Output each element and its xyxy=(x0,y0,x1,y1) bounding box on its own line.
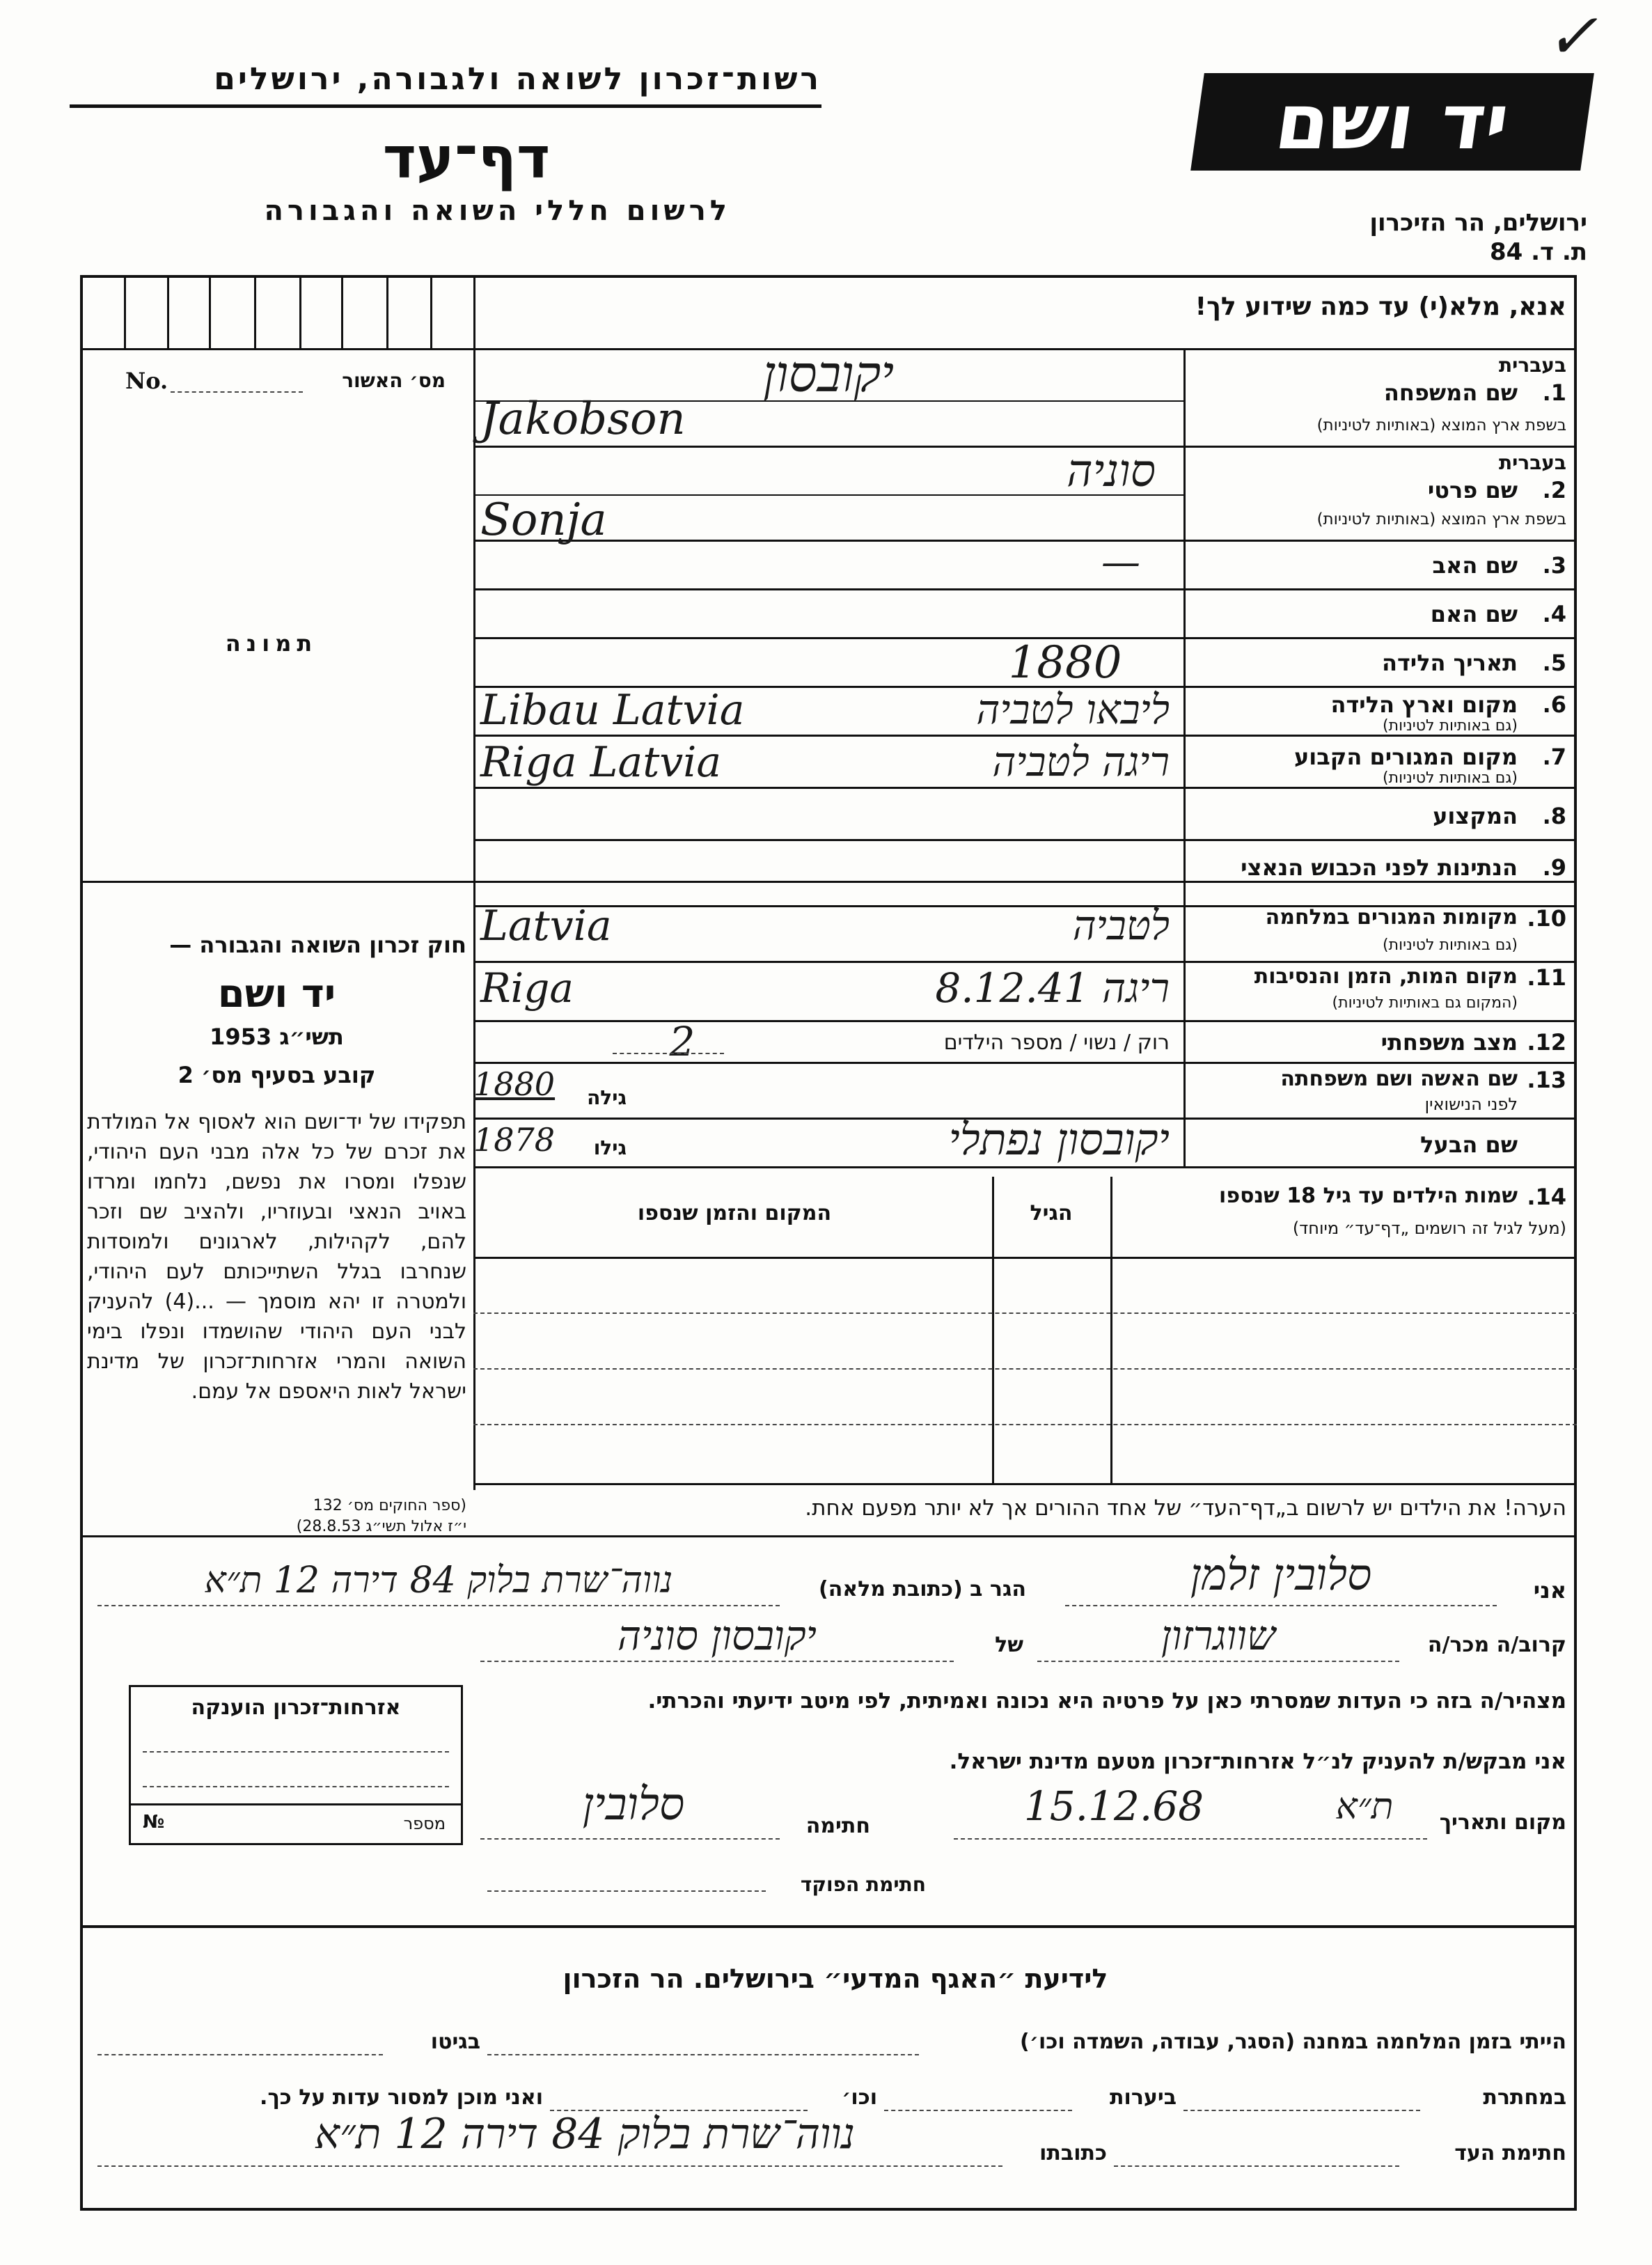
death-place-latin-value[interactable]: Riga xyxy=(480,964,574,1012)
field-6-number: 6. xyxy=(1542,691,1566,718)
field-12-label: מצב משפחתי xyxy=(1380,1029,1518,1056)
field-1-number: 1. xyxy=(1542,379,1566,406)
field-8-label: המקצוע xyxy=(1433,803,1518,829)
law-text: תפקידו של יד־ושם הוא לאסוף אל המולדת את זכרם של כל אלה מבני העם היהודי, שנפלו ומסרו את נפשם, נלחמו ומרדו באויב הנאצי ובעוזריו, ולהציב שם וזכר להם, לקהילות, לארגונים ולמוסדות שנחרבו בגלל השתייכותם לעם היהודי, ולמטרה זו יהא מוסמך — ...(4) להעניק לבני העם היהודי שהושמדו ונפלו בימי השואה והמרי אזרחות־זכרון של מדינת ישראל לאות היאספם אל עמם. xyxy=(87,1110,466,1404)
fill-instruction: אנא, מלא(י) עד כמה שידוע לך! xyxy=(1195,292,1566,321)
law-clause: קובע בסעיף מס׳ 2 xyxy=(178,1062,376,1088)
family-name-hebrew-value[interactable]: יקובסון xyxy=(762,345,895,403)
underground-label: במחתרת xyxy=(1483,2085,1566,2110)
declarant-address-value[interactable]: נווה־שרת בלוק 84 דירה 12 ת״א xyxy=(204,1560,673,1601)
field-10-label: מקומות המגורים במלחמה xyxy=(1265,905,1518,930)
ghetto-label: בגיטו xyxy=(430,2030,480,2054)
signature-label: חתימה xyxy=(805,1814,870,1838)
birth-date-value[interactable]: 1880 xyxy=(1008,637,1122,689)
declarant-label: אני xyxy=(1533,1577,1566,1604)
witness-signature-label: חתימת העד xyxy=(1454,2141,1566,2165)
scientific-dept-title: לידיעת ״האגף המדעי״ בירושלים. הר הזכרון xyxy=(563,1964,1108,1994)
declaration-text: מצהיר/ה בזה כי העדות שמסרתי כאן על פרטיה היא נכונה ואמיתית, לפי מיטב ידיעתי והכרתי. xyxy=(647,1688,1566,1714)
authority-underline xyxy=(70,104,821,108)
field-13-number: 13. xyxy=(1527,1067,1566,1093)
field-11-sub: (המקום גם באותיות לטיניות) xyxy=(1332,994,1518,1012)
field-13-label: שם האשה ושם משפחתה xyxy=(1280,1067,1518,1091)
field-11-label: מקום המות, הזמן והנסיבות xyxy=(1254,964,1518,989)
field-11-number: 11. xyxy=(1527,964,1566,991)
residence-hebrew-value[interactable]: ריגה לטביה xyxy=(992,738,1170,785)
witness-address-value[interactable]: נווה־שרת בלוק 84 דירה 12 ת״א xyxy=(314,2110,856,2158)
place-date-label: מקום ותאריך xyxy=(1439,1810,1566,1835)
husband-age-label: גילו xyxy=(593,1136,627,1159)
officer-signature-label: חתימת הפוקד xyxy=(800,1873,926,1896)
approval-no-label: No. xyxy=(125,368,168,394)
residence-latin-value[interactable]: Riga Latvia xyxy=(480,738,722,787)
testimony-willing-text: ואני מוכן למסור עדות על כך. xyxy=(260,2085,543,2110)
death-place-date-value[interactable]: ריגה 8.12.41 xyxy=(935,964,1170,1012)
field-9-number: 9. xyxy=(1542,854,1566,881)
wife-age-value[interactable]: 1880 xyxy=(473,1065,556,1103)
children-number: 14. xyxy=(1527,1184,1566,1210)
place-value[interactable]: ת״א xyxy=(1335,1786,1394,1828)
law-reference-1: (ספר החוקים מס׳ 132 xyxy=(313,1497,466,1514)
field-4-label: שם האם xyxy=(1430,601,1518,627)
field-13-sub: לפני הנישואין xyxy=(1424,1095,1518,1114)
signature-value[interactable]: סלובין xyxy=(582,1779,685,1831)
wartime-residence-latin-value[interactable]: Latvia xyxy=(480,902,612,950)
date-value[interactable]: 15.12.68 xyxy=(1023,1782,1204,1830)
children-title: שמות הילדים עד גיל 18 שנספו xyxy=(1219,1184,1518,1208)
husband-name-value[interactable]: יקובסון נפתלי xyxy=(948,1114,1170,1165)
relation-label: קרוב/ה מכר/ה xyxy=(1427,1633,1566,1657)
wife-age-label: גילה xyxy=(587,1086,627,1109)
children-subtitle: (מעל לגיל זה רושמים „דף־עד״ מיוחד) xyxy=(1292,1218,1566,1238)
law-title: חוק זכרון השואה והגבורה — xyxy=(169,932,466,958)
field-2-hebrew-tag: בעברית xyxy=(1498,451,1566,474)
law-reference-2: י״ז אלול תשי״ג 28.8.53) xyxy=(296,1518,466,1535)
children-place-header: המקום והזמן שנספו xyxy=(637,1201,832,1225)
citizenship-box-title: אזרחות־זכרון הוענקה xyxy=(191,1695,401,1720)
citizenship-number-symbol: № xyxy=(143,1812,165,1833)
field-3-number: 3. xyxy=(1542,552,1566,579)
etc-label: וכו׳ xyxy=(842,2085,877,2110)
field-6-sub: (גם באותיות לטיניות) xyxy=(1383,717,1518,735)
birth-place-hebrew-value[interactable]: ליבאו לטביה xyxy=(976,686,1170,733)
field-5-number: 5. xyxy=(1542,650,1566,676)
father-name-value[interactable]: — xyxy=(1101,540,1140,585)
husband-age-value[interactable]: 1878 xyxy=(473,1121,556,1159)
field-5-label: תאריך הלידה xyxy=(1381,650,1518,676)
field-7-label: מקום המגורים הקבוע xyxy=(1293,744,1518,770)
law-logo: יד ושם xyxy=(217,971,336,1017)
of-label: של xyxy=(995,1633,1023,1657)
field-12-number: 12. xyxy=(1527,1029,1566,1056)
children-count-value[interactable]: 2 xyxy=(669,1018,695,1065)
resides-label: הגר ב (כתובת מלאה) xyxy=(818,1577,1026,1601)
first-name-latin-value[interactable]: Sonja xyxy=(480,494,607,546)
field-1-sub: בשפת ארץ המוצא (באותיות לטיניות) xyxy=(1316,416,1566,434)
field-7-sub: (גם באותיות לטיניות) xyxy=(1383,769,1518,787)
field-2-sub: בשפת ארץ המוצא (באותיות לטיניות) xyxy=(1316,510,1566,528)
field-4-number: 4. xyxy=(1542,601,1566,627)
law-year: תשי״ג 1953 xyxy=(210,1024,344,1050)
field-10-sub: (גם באותיות לטיניות) xyxy=(1383,936,1518,954)
children-age-header: הגיל xyxy=(1030,1201,1073,1225)
field-10-number: 10. xyxy=(1527,905,1566,932)
family-name-latin-value[interactable]: Jakobson xyxy=(480,393,686,445)
address-line1: ירושלים, הר הזיכרון xyxy=(1369,209,1587,237)
relation-value[interactable]: שווגרזון xyxy=(1161,1612,1276,1659)
field-1-hebrew-tag: בעברית xyxy=(1498,354,1566,377)
children-note: הערה! את הילדים יש לרשום ב„דף־העד״ של אחד ההורים אך לא יותר מפעם אחת. xyxy=(805,1496,1566,1521)
wartime-residence-hebrew-value[interactable]: לטביה xyxy=(1072,902,1170,949)
field-6-label: מקום וארץ הלידה xyxy=(1330,691,1518,718)
field-1-label: שם המשפחה xyxy=(1383,379,1518,406)
forests-label: ביערות xyxy=(1110,2085,1177,2110)
photo-label: תמונה xyxy=(225,630,318,657)
field-8-number: 8. xyxy=(1542,803,1566,829)
authority-title: רשות־זכרון לשואה ולגבורה, ירושלים xyxy=(214,61,821,97)
field-7-number: 7. xyxy=(1542,744,1566,770)
check-mark: ✓ xyxy=(1545,0,1598,73)
witness-address-label: כתובתו xyxy=(1039,2141,1107,2165)
address-line2: ת. ד. 84 xyxy=(1489,238,1587,266)
birth-place-latin-value[interactable]: Libau Latvia xyxy=(480,686,745,735)
approval-number-label: מס׳ האשור xyxy=(342,369,446,392)
yad-vashem-logo: יד ושם xyxy=(1190,73,1594,171)
deceased-name-value[interactable]: יקובסון סוניה xyxy=(617,1612,817,1659)
first-name-hebrew-value[interactable]: סוניה xyxy=(1067,446,1156,497)
form-title: דף־עד xyxy=(382,125,551,191)
husband-name-label: שם הבעל xyxy=(1420,1131,1518,1158)
request-text: אני מבקש/ת להעניק לנ״ל אזרחות־זכרון מטעם מדינת ישראל. xyxy=(949,1749,1566,1774)
field-3-label: שם האב xyxy=(1432,552,1518,579)
field-2-label: שם פרטי xyxy=(1427,477,1518,503)
field-9-label: הנתינות לפני הכבוש הנאצי xyxy=(1241,854,1518,881)
marital-status-options: רוק / נשוי / מספר הילדים xyxy=(943,1030,1170,1055)
field-2-number: 2. xyxy=(1542,477,1566,503)
declarant-name-value[interactable]: סלובין זלמן xyxy=(1190,1549,1372,1600)
citizenship-number-label: מספר xyxy=(403,1814,446,1833)
form-subtitle: לרשום חללי השואה והגבורה xyxy=(264,195,731,227)
camp-line-text: הייתי בזמן המלחמה במחנה (הסגר, עבודה, השמדה וכו׳) xyxy=(1020,2030,1566,2054)
